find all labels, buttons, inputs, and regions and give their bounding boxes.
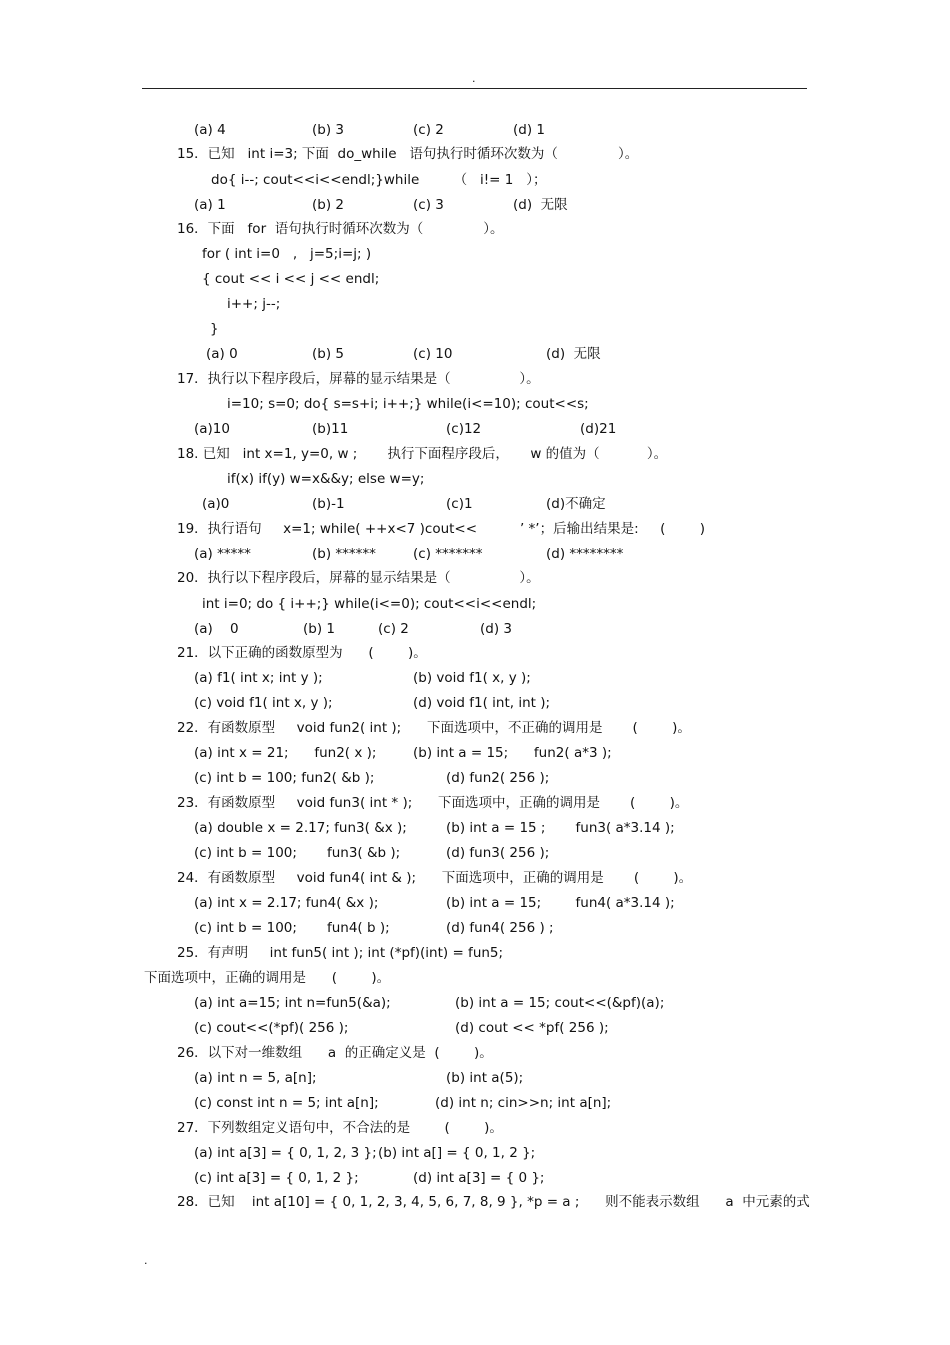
text-line: (b) 1 <box>303 621 335 637</box>
text-line: (c) int b = 100; fun4( b ); <box>194 920 390 936</box>
text-line: (b) int a = 15; fun2( a*3 ); <box>413 745 612 761</box>
text-line: 23．有函数原型 void fun3( int * ); 下面选项中，正确的调用是 ( )。 <box>177 795 689 811</box>
text-line: (a) f1( int x; int y ); <box>194 670 323 686</box>
text-line: (a) int a[3] = { 0, 1, 2, 3 }; <box>194 1145 377 1161</box>
text-line: (c)1 <box>446 496 473 512</box>
text-line: (b) int a[] = { 0, 1, 2 }; <box>378 1145 536 1161</box>
text-line: (a) 1 <box>194 197 226 213</box>
text-line: (c) ******* <box>413 546 483 562</box>
text-line: (b) 5 <box>312 346 344 362</box>
text-line: (a)0 <box>202 496 230 512</box>
text-line: i=10; s=0; do{ s=s+i; i++;} while(i<=10); cout<<s; <box>227 396 589 412</box>
text-line: (a) int a=15; int n=fun5(&a); <box>194 995 391 1011</box>
text-line: (c) void f1( int x, y ); <box>194 695 333 711</box>
text-line: 18. 已知 int x=1, y=0, w ; 执行下面程序段后， w 的值为（ ）。 <box>177 446 668 462</box>
text-line: (d)21 <box>580 421 617 437</box>
text-line: (c) 2 <box>378 621 409 637</box>
text-line: (d)不确定 <box>546 496 606 512</box>
text-line: do{ i--; cout<<i<<endl;}while （ i!= 1 ）； <box>211 172 547 188</box>
text-line: (c) 3 <box>413 197 444 213</box>
text-line: 24．有函数原型 void fun4( int & ); 下面选项中，正确的调用是 ( )。 <box>177 870 693 886</box>
text-line: (d) fun3( 256 ); <box>446 845 550 861</box>
text-line: 27．下列数组定义语句中，不合法的是 ( )。 <box>177 1120 503 1136</box>
text-line: 16．下面 for 语句执行时循环次数为（ ）。 <box>177 221 504 237</box>
text-line: (d) int n; cin>>n; int a[n]; <box>435 1095 612 1111</box>
text-line: (a) ***** <box>194 546 251 562</box>
text-line: if(x) if(y) w=x&&y; else w=y; <box>227 471 425 487</box>
header-mark: . <box>472 72 476 85</box>
text-line: (a)10 <box>194 421 230 437</box>
text-line: (c) int b = 100; fun3( &b ); <box>194 845 401 861</box>
text-line: (c) 10 <box>413 346 453 362</box>
text-line: 15．已知 int i=3; 下面 do_while 语句执行时循环次数为（ ）。 <box>177 146 639 162</box>
text-line: (b) ****** <box>312 546 376 562</box>
text-line: i++; j--; <box>227 296 281 312</box>
text-line: (c) int b = 100; fun2( &b ); <box>194 770 375 786</box>
text-line: (b) int a = 15 ; fun3( a*3.14 ); <box>446 820 675 836</box>
text-line: 下面选项中，正确的调用是 ( )。 <box>144 970 391 986</box>
text-line: (b) 3 <box>312 122 344 138</box>
text-line: (a) 4 <box>194 122 226 138</box>
text-line: } <box>210 321 219 337</box>
text-line: (d) fun4( 256 ) ; <box>446 920 554 936</box>
text-line: int i=0; do { i++;} while(i<=0); cout<<i<<endl; <box>202 596 537 612</box>
text-line: (b) int a = 15; cout<<(&pf)(a); <box>455 995 665 1011</box>
text-line: (d) 无限 <box>513 197 568 213</box>
text-line: (d) ******** <box>546 546 624 562</box>
text-line: (d) 无限 <box>546 346 601 362</box>
text-line: (d) 3 <box>480 621 512 637</box>
text-line: (b) int a = 15; fun4( a*3.14 ); <box>446 895 675 911</box>
text-line: 20．执行以下程序段后，屏幕的显示结果是（ ）。 <box>177 570 540 586</box>
text-line: 22．有函数原型 void fun2( int ); 下面选项中，不正确的调用是 ( )。 <box>177 720 691 736</box>
footer-mark: . <box>144 1254 148 1267</box>
text-line: (b) 2 <box>312 197 344 213</box>
text-line: (c) cout<<(*pf)( 256 ); <box>194 1020 349 1036</box>
text-line: (b) void f1( x, y ); <box>413 670 531 686</box>
text-line: (d) fun2( 256 ); <box>446 770 550 786</box>
text-line: (a) int x = 2.17; fun4( &x ); <box>194 895 379 911</box>
text-line: (c) const int n = 5; int a[n]; <box>194 1095 379 1111</box>
text-line: (b)11 <box>312 421 349 437</box>
text-line: (a) 0 <box>194 621 239 637</box>
text-line: (a) int n = 5, a[n]; <box>194 1070 317 1086</box>
text-line: (a) 0 <box>206 346 238 362</box>
text-line: { cout << i << j << endl; <box>202 271 380 287</box>
text-line: 25．有声明 int fun5( int ); int (*pf)(int) = fun5; <box>177 945 504 961</box>
text-line: (a) double x = 2.17; fun3( &x ); <box>194 820 407 836</box>
text-line: 26．以下对一维数组 a 的正确定义是 ( )。 <box>177 1045 493 1061</box>
text-line: 19．执行语句 x=1; while( ++x<7 )cout<< ’ *’；后输出结果是: ( ) <box>177 521 705 537</box>
text-line: (d) cout << *pf( 256 ); <box>455 1020 609 1036</box>
text-line: 21．以下正确的函数原型为 ( )。 <box>177 645 427 661</box>
text-line: (b) int a(5); <box>446 1070 524 1086</box>
text-line: (b)-1 <box>312 496 345 512</box>
text-line: (d) int a[3] = { 0 }; <box>413 1170 545 1186</box>
text-line: (d) 1 <box>513 122 545 138</box>
text-line: for ( int i=0 , j=5;i=j; ) <box>202 246 372 262</box>
header-rule <box>142 88 807 89</box>
text-line: 17．执行以下程序段后，屏幕的显示结果是（ ）。 <box>177 371 540 387</box>
text-line: (c)12 <box>446 421 482 437</box>
text-line: (c) int a[3] = { 0, 1, 2 }; <box>194 1170 359 1186</box>
text-line: 28．已知 int a[10] = { 0, 1, 2, 3, 4, 5, 6, 7, 8, 9 }, *p = a ; 则不能表示数组 a 中元素的式 <box>177 1194 810 1210</box>
text-line: (d) void f1( int, int ); <box>413 695 551 711</box>
text-line: (c) 2 <box>413 122 444 138</box>
text-line: (a) int x = 21; fun2( x ); <box>194 745 377 761</box>
